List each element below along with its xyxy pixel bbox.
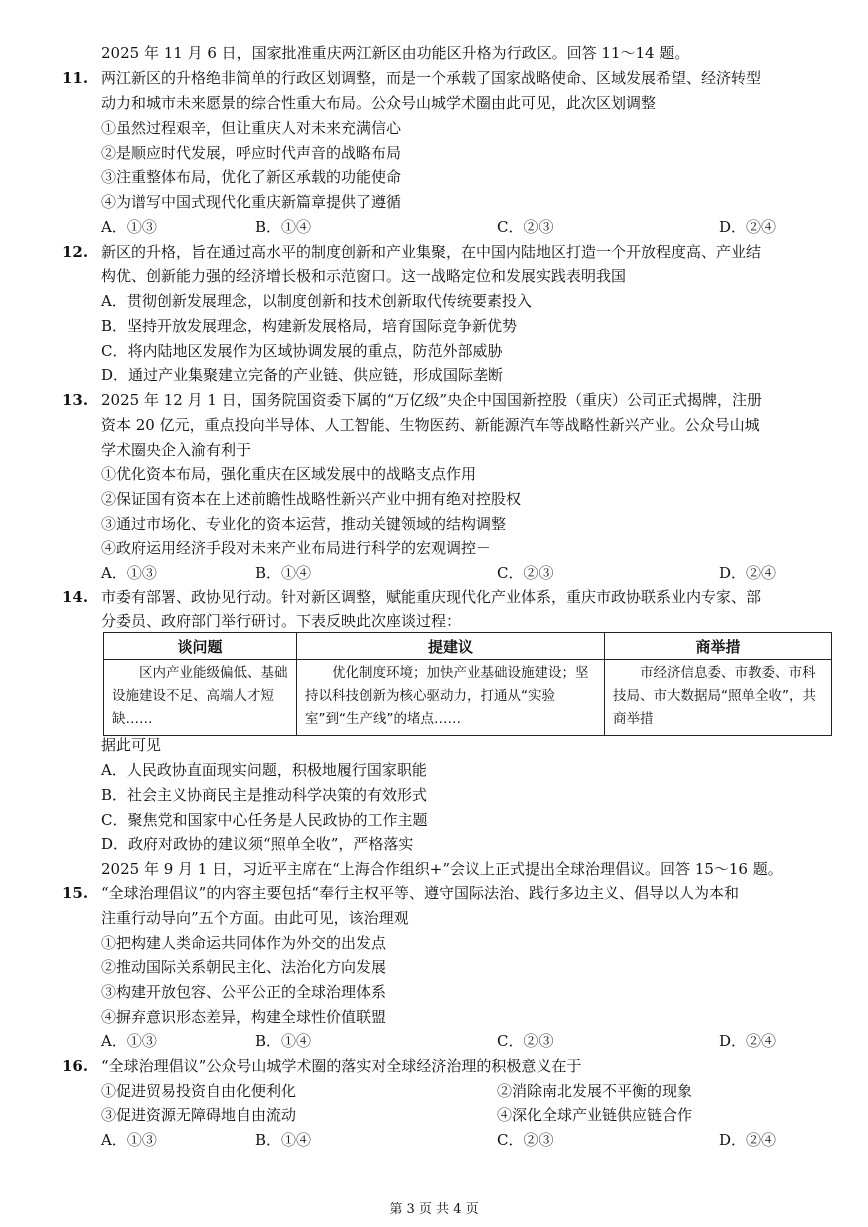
- option-b[interactable]: B．①④: [255, 1131, 312, 1149]
- question-13-options: [101, 562, 821, 584]
- table-header-suggestions: 提建议: [297, 633, 605, 660]
- question-14-choice-b[interactable]: B．社会主义协商民主是推动科学决策的有效形式: [101, 786, 428, 804]
- option-c[interactable]: C．②③: [497, 1032, 554, 1050]
- option-b[interactable]: B．①④: [255, 218, 312, 236]
- question-15-item-3: ③构建开放包容、公平公正的全球治理体系: [101, 983, 387, 1001]
- table-header-measures: 商举措: [605, 633, 832, 660]
- page-footer: 第 3 页 共 4 页: [389, 1202, 479, 1217]
- question-12-stem-line-2: 构优、创新能力强的经济增长极和示范窗口。这一战略定位和发展实践表明我国: [101, 267, 627, 285]
- question-11-item-2: ②是顺应时代发展，呼应时代声音的战略布局: [101, 144, 402, 162]
- question-12-stem-line-1: 新区的升格，旨在通过高水平的制度创新和产业集聚，在中国内陆地区打造一个开放程度高、产业结: [101, 243, 762, 261]
- option-a[interactable]: A．①③: [101, 218, 157, 236]
- question-14-lead: 据此可见: [101, 736, 162, 754]
- option-d[interactable]: D．②④: [719, 564, 777, 582]
- question-14-choice-a[interactable]: A．人民政协直面现实问题，积极地履行国家职能: [101, 761, 427, 779]
- question-13-item-1: ①优化资本布局，强化重庆在区域发展中的战略支点作用: [101, 465, 477, 483]
- option-b[interactable]: B．①④: [255, 1032, 312, 1050]
- question-13-stem-line-2: 资本 20 亿元，重点投向半导体、人工智能、生物医药、新能源汽车等战略性新兴产业。公众号山城: [101, 416, 760, 434]
- question-15-item-2: ②推动国际关系朝民主化、法治化方向发展: [101, 958, 387, 976]
- question-12-number: 12.: [62, 243, 89, 261]
- option-d[interactable]: D．②④: [719, 1032, 777, 1050]
- question-12-choice-c[interactable]: C．将内陆地区发展作为区域协调发展的重点，防范外部威胁: [101, 342, 503, 360]
- question-13-item-3: ③通过市场化、专业化的资本运营，推动关键领域的结构调整: [101, 515, 507, 533]
- question-15-number: 15.: [62, 884, 89, 902]
- table-header-problems: 谈问题: [104, 633, 297, 660]
- question-15-item-4: ④摒弃意识形态差异，构建全球性价值联盟: [101, 1008, 387, 1026]
- question-11-number: 11.: [62, 69, 89, 87]
- option-d[interactable]: D．②④: [719, 1131, 777, 1149]
- question-12-choice-b[interactable]: B．坚持开放发展理念，构建新发展格局，培育国际竞争新优势: [101, 317, 518, 335]
- question-12-choice-d[interactable]: D．通过产业集聚建立完备的产业链、供应链，形成国际垄断: [101, 366, 504, 384]
- question-11-options: [101, 216, 821, 238]
- question-13-stem-line-1: 2025 年 12 月 1 日，国务院国资委下属的“万亿级”央企中国国新控股（重庆）公司正式揭牌，注册: [101, 391, 762, 409]
- question-13-item-4: ④政府运用经济手段对未来产业布局进行科学的宏观调控－: [101, 539, 492, 557]
- question-13-item-2: ②保证国有资本在上述前瞻性战略性新兴产业中拥有绝对控股权: [101, 490, 522, 508]
- question-15-item-1: ①把构建人类命运共同体作为外交的出发点: [101, 934, 387, 952]
- table-cell-problems: 区内产业能级偏低、基础设施建设不足、高端人才短缺……: [104, 660, 297, 736]
- question-16-item-1: ①促进贸易投资自由化便利化: [101, 1082, 297, 1100]
- question-11-item-3: ③注重整体布局，优化了新区承载的功能使命: [101, 168, 402, 186]
- option-c[interactable]: C．②③: [497, 218, 554, 236]
- question-14-choice-d[interactable]: D．政府对政协的建议须“照单全收”，严格落实: [101, 835, 414, 853]
- question-13-stem-line-3: 学术圈央企入渝有利于: [101, 441, 252, 459]
- question-15-stem-line-2: 注重行动导向”五个方面。由此可见，该治理观: [101, 909, 409, 927]
- question-14-choice-c[interactable]: C．聚焦党和国家中心任务是人民政协的工作主题: [101, 811, 428, 829]
- question-16-stem: “全球治理倡议”公众号山城学术圈的落实对全球经济治理的积极意义在于: [101, 1057, 582, 1075]
- question-15-options: [101, 1030, 821, 1052]
- question-13-number: 13.: [62, 391, 89, 409]
- option-a[interactable]: A．①③: [101, 1032, 157, 1050]
- option-c[interactable]: C．②③: [497, 564, 554, 582]
- table-cell-measures: 市经济信息委、市教委、市科技局、市大数据局“照单全收”，共商举措: [605, 660, 832, 736]
- question-14-stem-line-1: 市委有部署、政协见行动。针对新区调整，赋能重庆现代化产业体系，重庆市政协联系业内专家、部: [101, 588, 762, 606]
- discussion-table: [103, 632, 832, 736]
- option-c[interactable]: C．②③: [497, 1131, 554, 1149]
- question-11-stem-line-2: 动力和城市未来愿景的综合性重大布局。公众号山城学术圈由此可见，此次区划调整: [101, 94, 657, 112]
- question-11-item-1: ①虽然过程艰辛，但让重庆人对未来充满信心: [101, 119, 402, 137]
- question-15-stem-line-1: “全球治理倡议”的内容主要包括“奉行主权平等、遵守国际法治、践行多边主义、倡导以人为本和: [101, 884, 740, 902]
- option-a[interactable]: A．①③: [101, 1131, 157, 1149]
- option-b[interactable]: B．①④: [255, 564, 312, 582]
- intro-15-16: 2025 年 9 月 1 日，习近平主席在“上海合作组织+”会议上正式提出全球治理倡议。回答 15～16 题。: [101, 860, 783, 878]
- question-14-stem-line-2: 分委员、政府部门举行研讨。下表反映此次座谈过程：: [101, 612, 462, 630]
- question-16-item-4: ④深化全球产业链供应链合作: [497, 1106, 693, 1124]
- question-11-stem-line-1: 两江新区的升格绝非简单的行政区划调整，而是一个承载了国家战略使命、区域发展希望、经济转型: [101, 69, 762, 87]
- intro-11-14: 2025 年 11 月 6 日，国家批准重庆两江新区由功能区升格为行政区。回答 11～14 题。: [101, 44, 690, 62]
- option-d[interactable]: D．②④: [719, 218, 777, 236]
- table-cell-suggestions: 优化制度环境；加快产业基础设施建设；坚持以科技创新为核心驱动力，打通从“实验室”到“生产线”的堵点……: [297, 660, 605, 736]
- option-a[interactable]: A．①③: [101, 564, 157, 582]
- question-12-choice-a[interactable]: A．贯彻创新发展理念，以制度创新和技术创新取代传统要素投入: [101, 292, 532, 310]
- question-16-item-2: ②消除南北发展不平衡的现象: [497, 1082, 693, 1100]
- question-16-options: [101, 1129, 821, 1151]
- question-16-number: 16.: [62, 1057, 89, 1075]
- question-16-item-3: ③促进资源无障碍地自由流动: [101, 1106, 297, 1124]
- question-14-number: 14.: [62, 588, 89, 606]
- question-11-item-4: ④为谱写中国式现代化重庆新篇章提供了遵循: [101, 193, 402, 211]
